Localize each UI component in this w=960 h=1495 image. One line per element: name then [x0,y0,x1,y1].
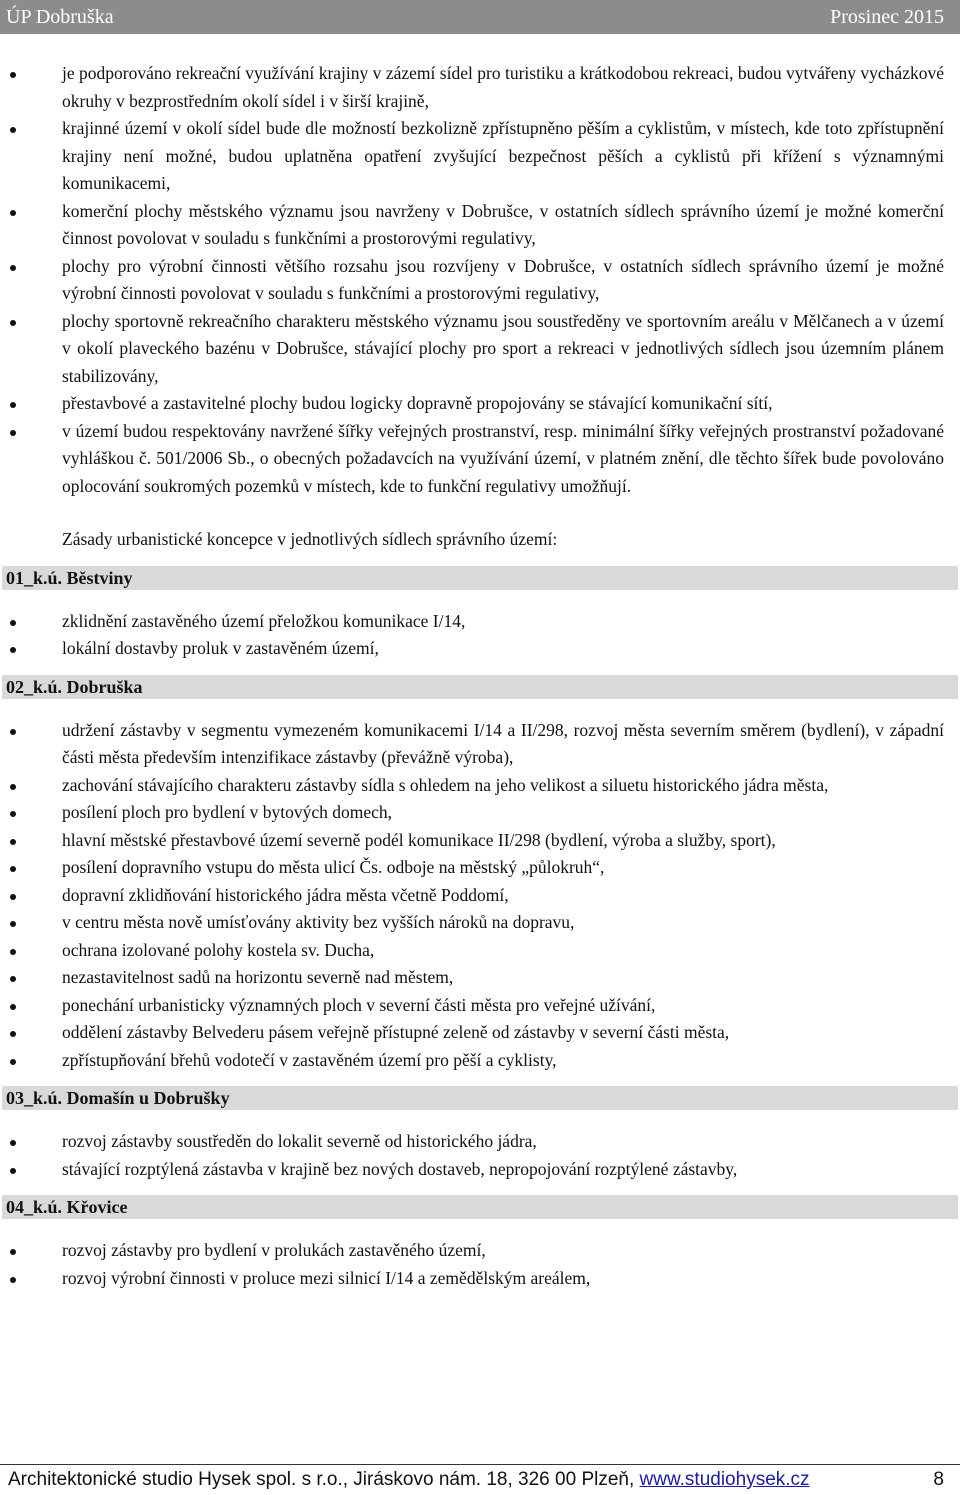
document-body [0,60,960,1292]
list-item: rozvoj zástavby pro bydlení v prolukách zastavěného území, [0,1237,960,1265]
bullet-icon [10,72,16,78]
principles-note: Zásady urbanistické koncepce v jednotlivých sídlech správního území: [62,529,558,549]
bullet-icon [10,921,16,927]
bullet-icon [10,620,16,626]
list-item: v centru města nově umísťovány aktivity bez vyšších nároků na dopravu, [0,909,960,937]
section-list-krovice [0,1237,960,1292]
list-item: plochy sportovně rekreačního charakteru městského významu jsou soustředěny ve sportovním areálu v Mělčanech a v území v okolí plaveckého bazénu v Dobrušce, stávající plochy pro sport a rekreaci v jednotlivých sídlech jsou územním plánem stabilizovány, [0,308,960,391]
list-item: hlavní městské přestavbové území severně podél komunikace II/298 (bydlení, výroba a služby, sport), [0,827,960,855]
list-item: zklidnění zastavěného území přeložkou komunikace I/14, [0,608,960,636]
list-item: posílení ploch pro bydlení v bytových domech, [0,799,960,827]
list-item: dopravní zklidňování historického jádra města včetně Poddomí, [0,882,960,910]
header-date: Prosinec 2015 [830,5,944,28]
intro-list [0,60,960,500]
bullet-icon [10,1004,16,1010]
bullet-icon [10,811,16,817]
page-header [0,0,960,34]
bullet-icon [10,839,16,845]
bullet-icon [10,729,16,735]
list-item: udržení zástavby v segmentu vymezeném komunikacemi I/14 a II/298, rozvoj města severním směrem (bydlení), v západní části města především intenzifikace zástavby (převážně výroba), [0,717,960,772]
bullet-icon [10,430,16,436]
footer-company-text: Architektonické studio Hysek spol. s r.o., Jiráskovo nám. 18, 326 00 Plzeň, [8,1469,635,1490]
list-item: stávající rozptýlená zástavba v krajině bez nových dostaveb, nepropojování rozptýlené zástavby, [0,1156,960,1184]
page-footer [0,1464,960,1495]
section-list-bestviny [0,608,960,663]
bullet-icon [10,1140,16,1146]
bullet-icon [10,1277,16,1283]
list-item: ochrana izolované polohy kostela sv. Ducha, [0,937,960,965]
bullet-icon [10,127,16,133]
page-number: 8 [933,1469,944,1490]
bullet-icon [10,1059,16,1065]
section-heading-krovice: 04_k.ú. Křovice [2,1195,958,1219]
bullet-icon [10,976,16,982]
list-item: rozvoj výrobní činnosti v proluce mezi silnicí I/14 a zemědělským areálem, [0,1265,960,1293]
list-item: rozvoj zástavby soustředěn do lokalit severně od historického jádra, [0,1128,960,1156]
header-document-title: ÚP Dobruška [6,5,114,28]
section-heading-domasin: 03_k.ú. Domašín u Dobrušky [2,1086,958,1110]
list-item: zpřístupňování břehů vodotečí v zastavěném území pro pěší a cyklisty, [0,1047,960,1075]
bullet-icon [10,647,16,653]
section-list-dobruska [0,717,960,1075]
footer-address [8,1469,810,1491]
footer-website-link[interactable]: www.studiohysek.cz [639,1469,810,1490]
list-item: ponechání urbanisticky významných ploch v severní části města pro veřejné užívání, [0,992,960,1020]
list-item: oddělení zástavby Belvederu pásem veřejně přístupné zeleně od zástavby v severní části města, [0,1019,960,1047]
section-list-domasin [0,1128,960,1183]
bullet-icon [10,320,16,326]
bullet-icon [10,210,16,216]
list-item: lokální dostavby proluk v zastavěném území, [0,635,960,663]
bullet-icon [10,402,16,408]
list-item: krajinné území v okolí sídel bude dle možností bezkolizně zpřístupněno pěším a cyklistům, v místech, kde toto zpřístupnění krajiny není možné, budou uplatněna opatření zvyšující bezpečnost pěších a cyklistů při křížení s významnými komunikacemi, [0,115,960,198]
bullet-icon [10,1168,16,1174]
list-item: nezastavitelnost sadů na horizontu severně nad městem, [0,964,960,992]
bullet-icon [10,894,16,900]
bullet-icon [10,265,16,271]
bullet-icon [10,949,16,955]
bullet-icon [10,1249,16,1255]
bullet-icon [10,866,16,872]
list-item: posílení dopravního vstupu do města ulicí Čs. odboje na městský „půlokruh“, [0,854,960,882]
bullet-icon [10,1031,16,1037]
section-heading-dobruska: 02_k.ú. Dobruška [2,675,958,699]
list-item: komerční plochy městského významu jsou navrženy v Dobrušce, v ostatních sídlech správního území je možné komerční činnost povolovat v souladu s funkčními a prostorovými regulativy, [0,198,960,253]
list-item: přestavbové a zastavitelné plochy budou logicky dopravně propojovány se stávající komunikační sítí, [0,390,960,418]
list-item: v území budou respektovány navržené šířky veřejných prostranství, resp. minimální šířky veřejných prostranství požadované vyhláškou č. 501/2006 Sb., o obecných požadavcích na využívání území, v platném znění, dle těchto šířek bude povolováno oplocování soukromých pozemků v místech, kde to funkční regulativy umožňují. [0,418,960,501]
section-heading-bestviny: 01_k.ú. Běstviny [2,566,958,590]
list-item: zachování stávajícího charakteru zástavby sídla s ohledem na jeho velikost a siluetu historického jádra města, [0,772,960,800]
bullet-icon [10,784,16,790]
list-item: plochy pro výrobní činnosti většího rozsahu jsou rozvíjeny v Dobrušce, v ostatních sídlech správního území je možné výrobní činnosti povolovat v souladu s funkčními a prostorovými regulativy, [0,253,960,308]
list-item: je podporováno rekreační využívání krajiny v zázemí sídel pro turistiku a krátkodobou rekreaci, budou vytvářeny vycházkové okruhy v bezprostředním okolí sídel i v širší krajině, [0,60,960,115]
